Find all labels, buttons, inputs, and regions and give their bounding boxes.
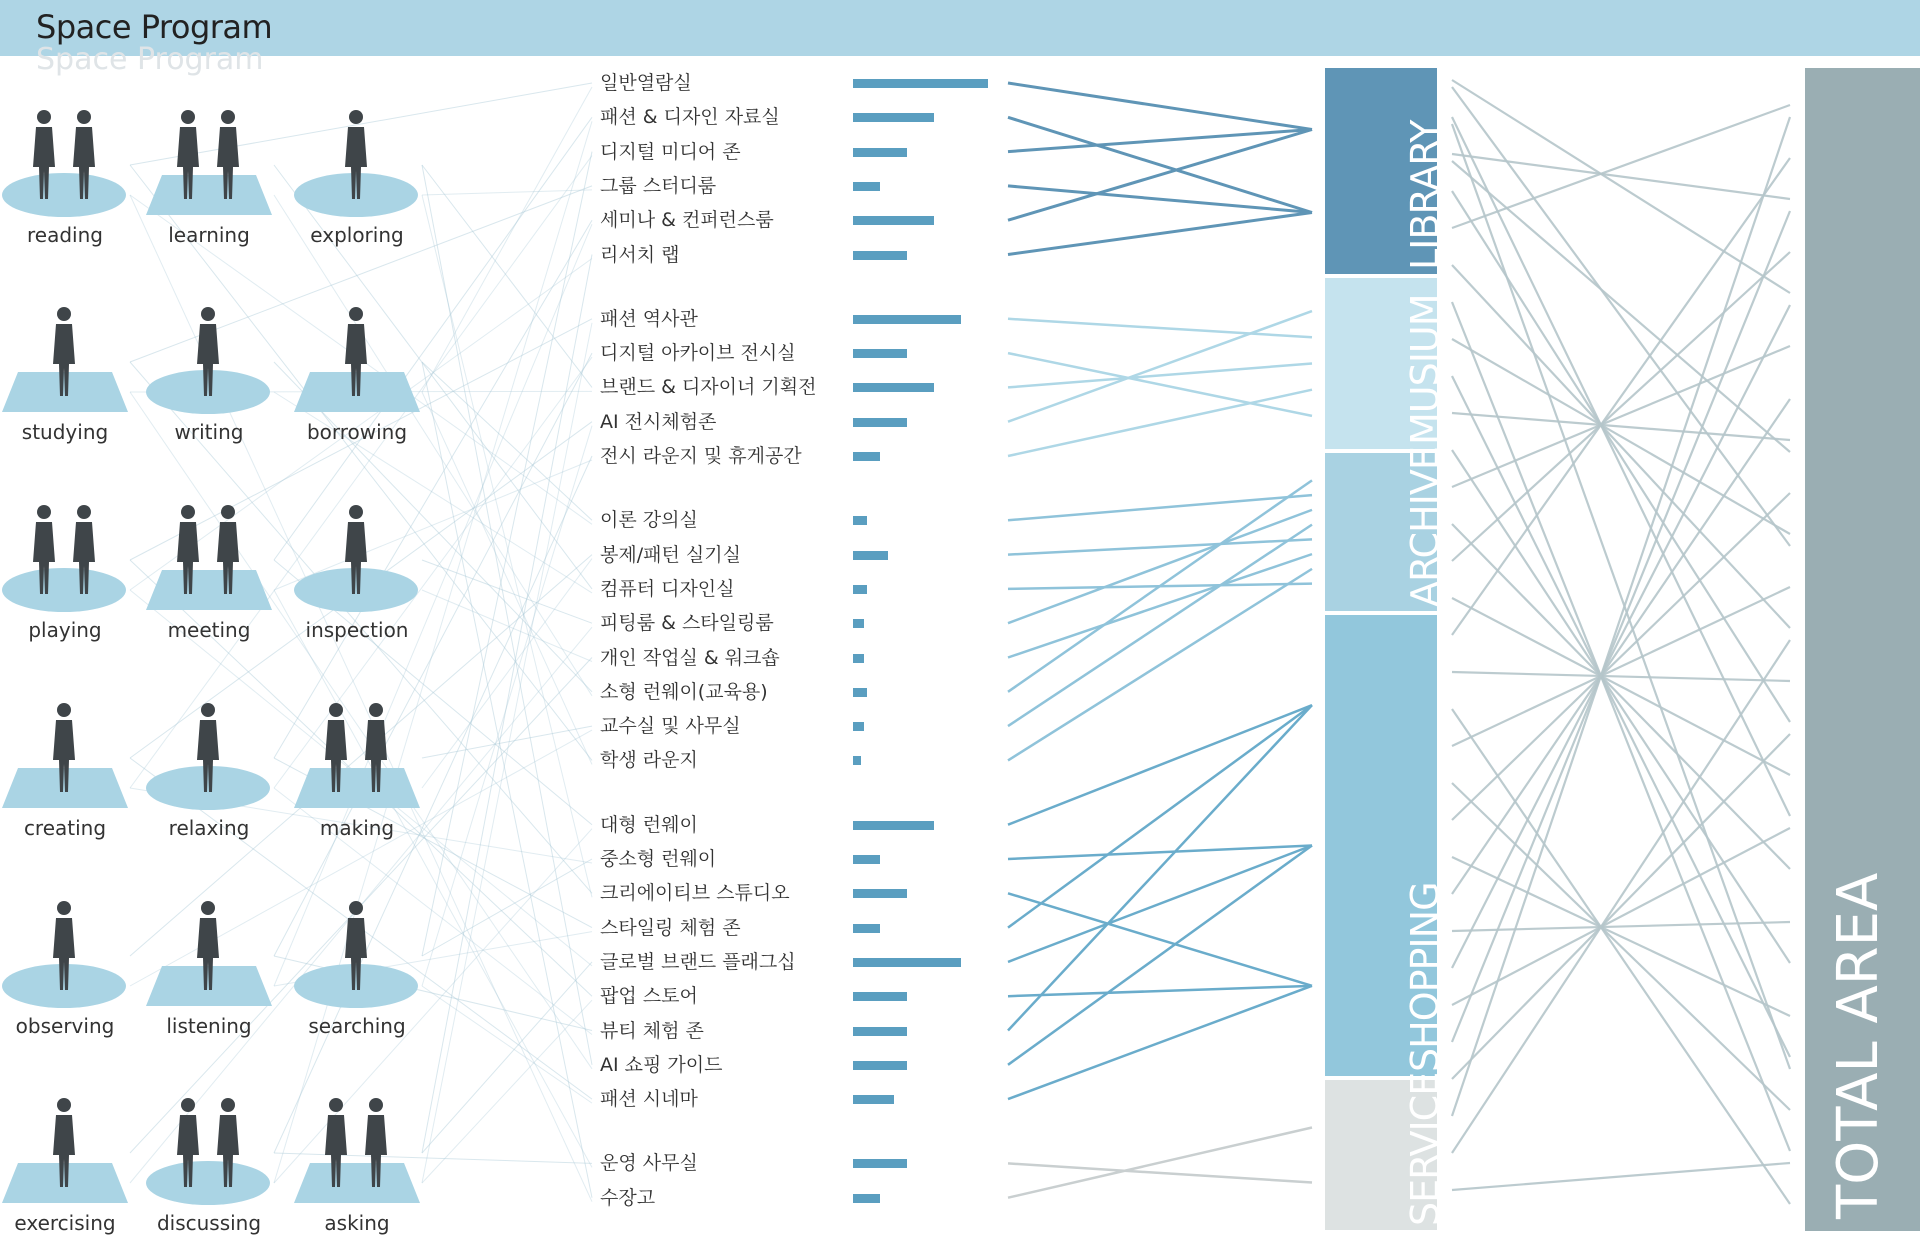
connector-line	[1008, 705, 1312, 927]
playing-figures-icon	[0, 490, 140, 615]
program-name: 디지털 아카이브 전시실	[600, 342, 796, 365]
program-name: 학생 라운지	[600, 749, 698, 772]
connector-line	[1452, 105, 1790, 228]
connector-line	[1008, 83, 1312, 130]
program-name: 글로벌 브랜드 플래그십	[600, 950, 796, 973]
studying-figure-icon	[0, 292, 140, 417]
connector-line	[1452, 783, 1790, 1110]
total-area-label: TOTAL AREA	[1826, 872, 1891, 1219]
activity-label: reading	[27, 223, 103, 247]
connector-line	[1008, 846, 1312, 1065]
connector-line	[1452, 587, 1790, 746]
connector-line	[422, 962, 592, 1153]
connector-line	[1008, 480, 1312, 691]
connector-line	[422, 426, 592, 986]
title-echo: Space Program	[36, 42, 264, 77]
program-area-bar	[853, 924, 880, 933]
connector-line	[1008, 213, 1312, 255]
category-label: MUSIUM	[1403, 294, 1447, 445]
creating-figure-icon	[0, 688, 140, 813]
program-name: 패션 & 디자인 자료실	[600, 106, 780, 129]
asking-figures-icon	[292, 1083, 432, 1208]
activity-searching	[292, 886, 432, 1056]
program-name: 이론 강의실	[600, 509, 698, 532]
activity-label: discussing	[156, 1211, 262, 1235]
activity-exploring	[292, 95, 432, 265]
activity-creating	[0, 688, 140, 858]
activity-inspection	[292, 490, 432, 660]
activity-label: relaxing	[168, 816, 250, 840]
program-name: 중소형 런웨이	[600, 848, 717, 870]
program-name: 디지털 미디어 존	[600, 140, 741, 163]
program-name: 크리에이티브 스튜디오	[600, 882, 790, 905]
program-name: 세미나 & 컨퍼런스룸	[600, 209, 774, 232]
program-name: AI 전시체험존	[600, 410, 717, 433]
activity-label: borrowing	[306, 420, 408, 444]
program-area-bar	[853, 1027, 907, 1036]
program-area-bar	[853, 992, 907, 1001]
connector-line	[1008, 986, 1312, 996]
activity-label: asking	[324, 1211, 390, 1235]
program-name: 컴퓨터 디자인실	[600, 577, 735, 600]
activity-relaxing	[144, 688, 284, 858]
connector-line	[274, 590, 592, 1167]
connector-line	[1452, 265, 1790, 628]
connector-line	[1452, 857, 1790, 1016]
borrowing-figure-icon	[292, 292, 432, 417]
connector-line	[1452, 191, 1790, 722]
connector-line	[1008, 525, 1312, 726]
connector-line	[1008, 569, 1312, 761]
activity-label: observing	[15, 1014, 115, 1038]
activity-label: creating	[23, 816, 107, 840]
program-area-bar	[853, 113, 934, 122]
connector-line	[422, 859, 592, 956]
program-area-bar	[853, 756, 861, 765]
connector-line	[1452, 450, 1790, 963]
connector-line	[1008, 1163, 1312, 1182]
exercising-figure-icon	[0, 1083, 140, 1208]
program-area-bar	[853, 383, 934, 392]
program-area-bar	[853, 722, 864, 731]
category-label: LIBRARY	[1403, 120, 1447, 270]
connector-line	[1008, 705, 1312, 825]
program-area-bar	[853, 216, 934, 225]
activity-meeting	[144, 490, 284, 660]
activity-listening	[144, 886, 284, 1056]
activity-label: meeting	[167, 618, 251, 642]
program-name: 전시 라운지 및 휴게공간	[600, 445, 802, 467]
connector-line	[1008, 893, 1312, 986]
connector-line	[1008, 1128, 1312, 1198]
program-area-bar	[853, 79, 988, 88]
program-area-bar	[853, 251, 907, 260]
program-name: 피팅룸 & 스타일링룸	[600, 612, 774, 635]
program-area-bar	[853, 1194, 880, 1203]
activity-discussing	[144, 1083, 284, 1253]
activity-label: listening	[166, 1014, 252, 1038]
making-figures-icon	[292, 688, 432, 813]
program-area-bar	[853, 1061, 907, 1070]
connector-line	[422, 255, 592, 1154]
connector-line	[1452, 80, 1790, 293]
connector-line	[1008, 130, 1312, 221]
program-area-bar	[853, 349, 907, 358]
activity-label: inspection	[305, 618, 409, 642]
program-name: 개인 작업실 & 워크숍	[600, 646, 780, 669]
program-area-bar	[853, 452, 880, 461]
program-area-bar	[853, 958, 961, 967]
connector-line	[1452, 305, 1790, 968]
program-area-bar	[853, 889, 907, 898]
activity-playing	[0, 490, 140, 660]
connector-line	[1008, 390, 1312, 456]
relaxing-figure-icon	[144, 688, 284, 813]
program-name: AI 쇼핑 가이드	[600, 1053, 723, 1076]
activity-writing	[144, 292, 284, 462]
connector-line	[1452, 672, 1790, 681]
program-name: 대형 런웨이	[600, 813, 698, 836]
meeting-figures-icon	[144, 490, 284, 615]
activity-label: exercising	[14, 1211, 116, 1235]
program-name: 뷰티 체험 존	[600, 1019, 704, 1042]
program-area-bar	[853, 516, 867, 525]
category-musium	[1325, 278, 1447, 449]
program-area-bar	[853, 418, 907, 427]
connector-line	[1452, 158, 1790, 635]
program-area-bar	[853, 551, 888, 560]
activity-studying	[0, 292, 140, 462]
connector-line	[422, 190, 592, 195]
connector-line	[422, 392, 592, 764]
program-name: 그룹 스터디룸	[600, 174, 717, 197]
activity-exercising	[0, 1083, 140, 1253]
category-archive	[1325, 447, 1447, 611]
connector-line	[422, 362, 592, 1198]
program-name: 교수실 및 사무실	[600, 715, 741, 738]
connector-line	[422, 87, 592, 392]
activity-learning	[144, 95, 284, 265]
program-area-bar	[853, 619, 864, 628]
program-name: 소형 런웨이(교육용)	[600, 680, 768, 703]
program-name: 리서치 랩	[600, 243, 680, 266]
connector-line	[422, 1000, 592, 1183]
total-area-block	[1805, 68, 1920, 1231]
writing-figure-icon	[144, 292, 284, 417]
connector-line	[1452, 154, 1790, 199]
activity-borrowing	[292, 292, 432, 462]
program-name: 팝업 스토어	[600, 985, 698, 1008]
connector-line	[1008, 846, 1312, 962]
connector-line	[1452, 161, 1790, 452]
searching-figure-icon	[292, 886, 432, 1011]
activity-label: studying	[21, 420, 109, 444]
program-name: 패션 시네마	[600, 1088, 698, 1111]
program-name: 일반열람실	[600, 72, 692, 94]
connector-line	[1452, 524, 1790, 869]
program-area-bar	[853, 315, 961, 324]
connector-line	[1008, 705, 1312, 1030]
program-area-bar	[853, 585, 867, 594]
connector-line	[1008, 986, 1312, 1099]
exploring-figure-icon	[292, 95, 432, 220]
activity-reading	[0, 95, 140, 265]
activity-asking	[292, 1083, 432, 1253]
connector-line	[1452, 734, 1790, 1079]
connector-line	[1452, 1163, 1790, 1190]
category-label: SHOPPING	[1403, 882, 1447, 1072]
learning-figures-icon	[144, 95, 284, 220]
program-name: 봉제/패턴 실기실	[600, 543, 741, 566]
activity-making	[292, 688, 432, 858]
program-area-bar	[853, 821, 934, 830]
activity-observing	[0, 886, 140, 1056]
inspection-figure-icon	[292, 490, 432, 615]
connector-line	[1452, 399, 1790, 894]
program-name: 스타일링 체험 존	[600, 916, 741, 939]
category-label: SERVICE	[1403, 1072, 1447, 1226]
category-library	[1325, 68, 1447, 274]
observing-figure-icon	[0, 886, 140, 1011]
program-area-bar	[853, 1095, 894, 1104]
activity-label: writing	[174, 420, 244, 444]
program-name: 운영 사무실	[600, 1152, 698, 1175]
connector-line	[1452, 493, 1790, 820]
activity-label: searching	[308, 1014, 406, 1038]
program-name: 브랜드 & 디자이너 기획전	[600, 376, 817, 399]
program-area-bar	[853, 688, 867, 697]
program-name: 수장고	[600, 1186, 656, 1209]
program-area-bar	[853, 855, 880, 864]
listening-figure-icon	[144, 886, 284, 1011]
category-shopping	[1325, 615, 1447, 1076]
discussing-figures-icon	[144, 1083, 284, 1208]
program-area-bar	[853, 148, 907, 157]
connector-line	[1452, 302, 1790, 1151]
connector-line	[422, 362, 592, 520]
program-name: 패션 역사관	[600, 307, 698, 330]
reading-figures-icon	[0, 95, 140, 220]
connector-line	[422, 165, 592, 1065]
activity-label: playing	[28, 618, 102, 642]
category-service	[1325, 1072, 1447, 1230]
program-area-bar	[853, 1159, 907, 1168]
activity-label: learning	[168, 223, 250, 247]
page-title: Space Program	[36, 8, 273, 46]
program-area-bar	[853, 654, 864, 663]
activity-label: making	[319, 816, 395, 840]
connector-line	[1008, 495, 1312, 520]
activity-label: exploring	[310, 223, 404, 247]
connector-line	[1008, 539, 1312, 554]
connector-line	[1008, 846, 1312, 860]
connector-line	[422, 986, 592, 1103]
category-label: ARCHIVE	[1403, 447, 1447, 607]
program-area-bar	[853, 182, 880, 191]
